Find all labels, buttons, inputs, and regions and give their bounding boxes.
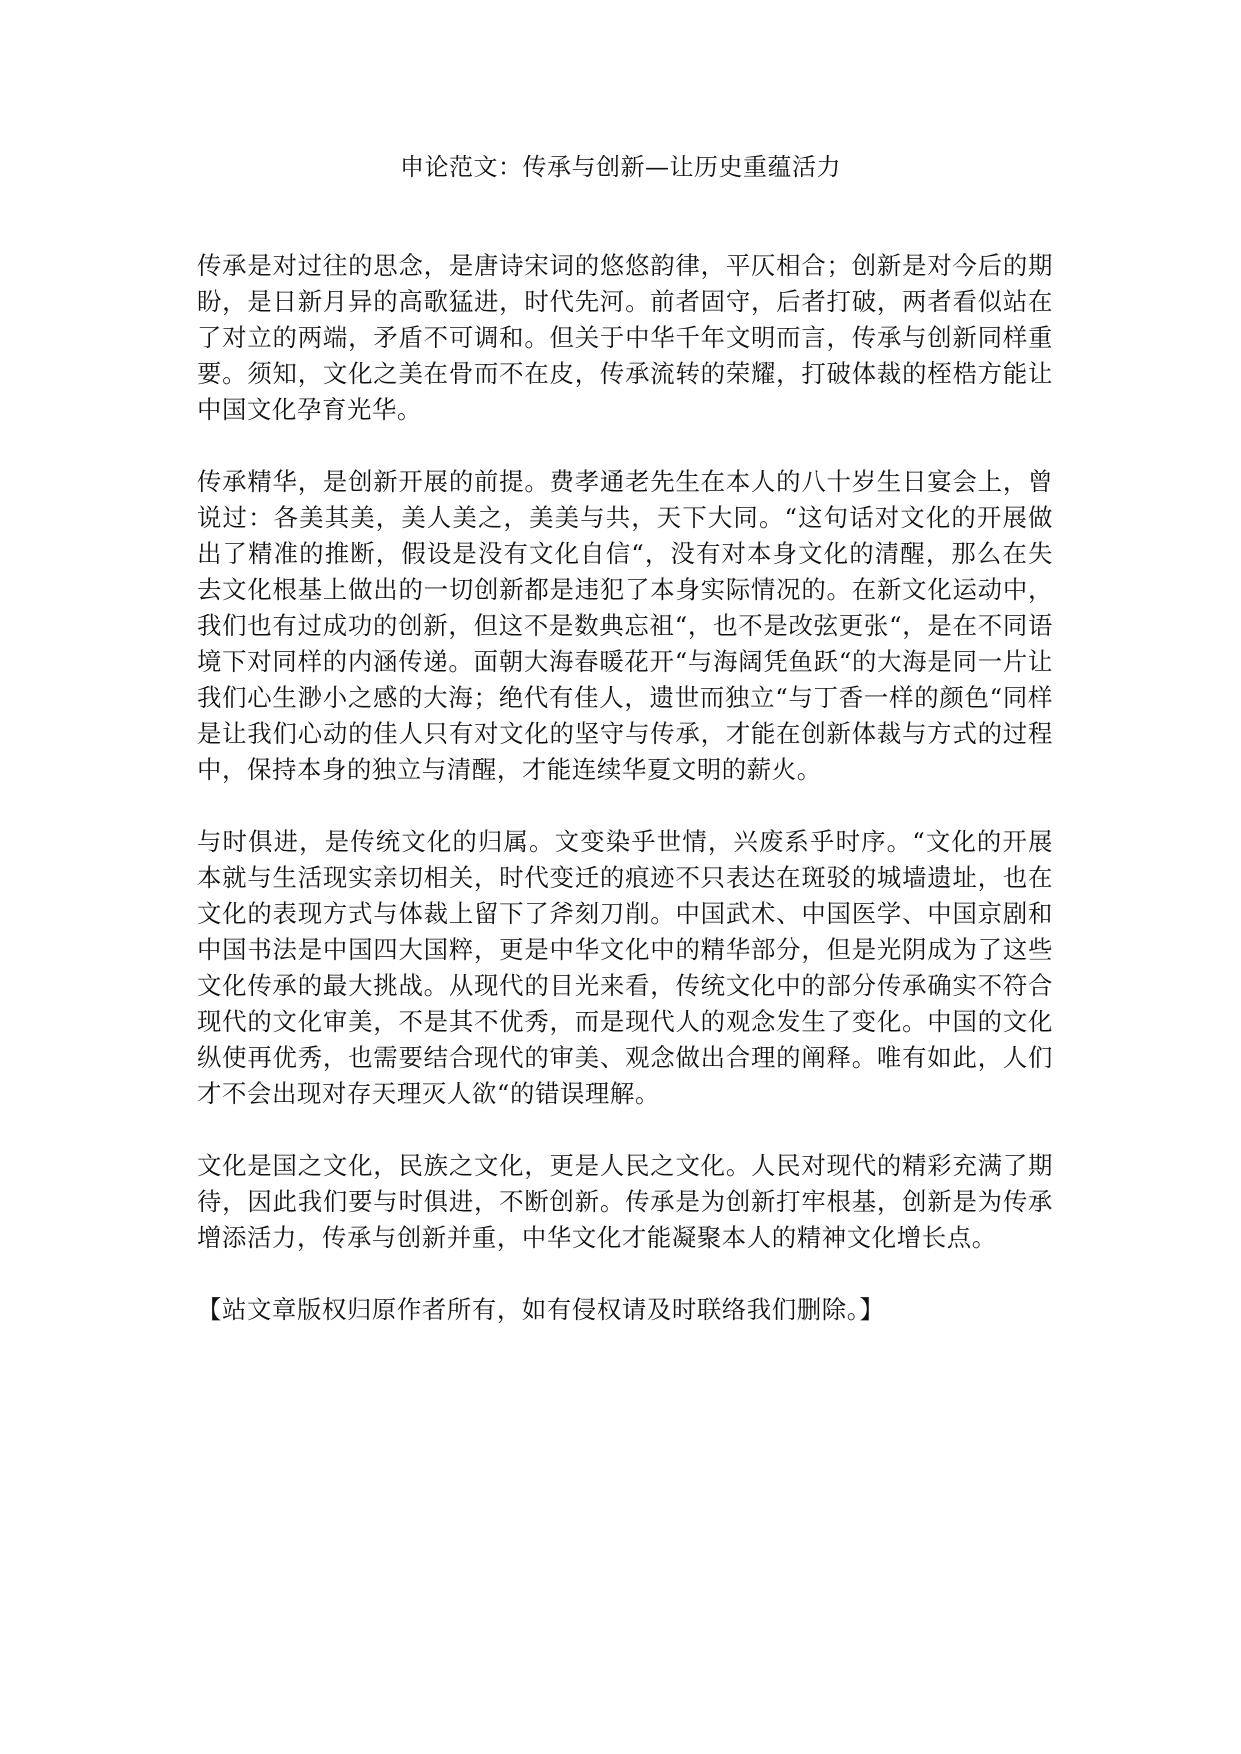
copyright-notice: 【站文章版权归原作者所有，如有侵权请及时联络我们删除。】 [197,1295,885,1324]
paragraph-intro: 传承是对过往的思念，是唐诗宋词的悠悠韵律，平仄相合；创新是对今后的期盼，是日新月异的高歌猛进，时代先河。前者固守，后者打破，两者看似站在了对立的两端，矛盾不可调和。但关于中华千年文明而言，传承与创新同样重要。须知，文化之美在骨而不在皮，传承流转的荣耀，打破体裁的桎梏方能让中国文化孕育光华。 [197,251,1053,424]
document-title: 申论范文：传承与创新—让历史重蕴活力 [400,153,841,181]
document-body [197,248,1053,1364]
paragraph-inheritance: 传承精华，是创新开展的前提。费孝通老先生在本人的八十岁生日宴会上，曾说过：各美其美，美人美之，美美与共，天下大同。“这句话对文化的开展做出了精准的推断，假设是没有文化自信“，没有对本身文化的清醒，那么在失去文化根基上做出的一切创新都是违犯了本身实际情况的。在新文化运动中，我们也有过成功的创新，但这不是数典忘祖“，也不是改弦更张“，是在不同语境下对同样的内涵传递。面朝大海春暖花开“与海阔凭鱼跃“的大海是同一片让我们心生渺小之感的大海；绝代有佳人，遗世而独立“与丁香一样的颜色“同样是让我们心动的佳人只有对文化的坚守与传承，才能在创新体裁与方式的过程中，保持本身的独立与清醒，才能连续华夏文明的薪火。 [197,467,1053,784]
paragraph-conclusion: 文化是国之文化，民族之文化，更是人民之文化。人民对现代的精彩充满了期待，因此我们要与时俱进，不断创新。传承是为创新打牢根基，创新是为传承增添活力，传承与创新并重，中华文化才能凝聚本人的精神文化增长点。 [197,1151,1053,1252]
paragraph-progress: 与时俱进，是传统文化的归属。文变染乎世情，兴废系乎时序。“文化的开展本就与生活现实亲切相关，时代变迁的痕迹不只表达在斑驳的城墙遗址，也在文化的表现方式与体裁上留下了斧刻刀削。中国武术、中国医学、中国京剧和中国书法是中国四大国粹，更是中华文化中的精华部分，但是光阴成为了这些文化传承的最大挑战。从现代的目光来看，传统文化中的部分传承确实不符合现代的文化审美，不是其不优秀，而是现代人的观念发生了变化。中国的文化纵使再优秀，也需要结合现代的审美、观念做出合理的阐释。唯有如此，人们才不会出现对存天理灭人欲“的错误理解。 [197,827,1053,1108]
